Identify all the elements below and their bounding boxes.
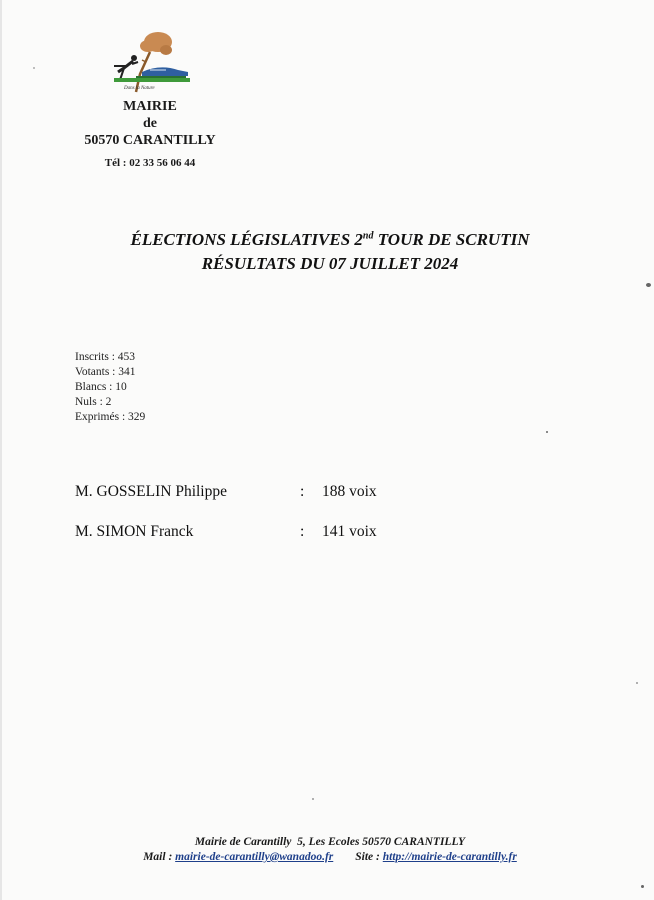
scan-speck bbox=[641, 885, 644, 888]
site-link[interactable]: http://mairie-de-carantilly.fr bbox=[382, 851, 517, 863]
candidate-separator: : bbox=[300, 523, 305, 540]
site-label: Site : bbox=[355, 851, 383, 863]
stat-nuls: Nuls : 2 bbox=[75, 396, 112, 408]
scan-speck bbox=[646, 283, 651, 287]
stat-inscrits: Inscrits : 453 bbox=[75, 351, 136, 363]
document-title-line-2: RÉSULTATS DU 07 JUILLET 2024 bbox=[201, 254, 459, 273]
footer-address bbox=[80, 836, 580, 848]
candidate-name: M. SIMON Franck bbox=[75, 523, 194, 540]
mairie-city: 50570 CARANTILLY bbox=[84, 133, 216, 148]
title-superscript: nd bbox=[362, 230, 374, 242]
scan-speck bbox=[636, 682, 638, 684]
candidate-separator: : bbox=[300, 483, 305, 500]
document-title-line-1 bbox=[60, 230, 600, 250]
election-stats bbox=[75, 350, 145, 425]
stat-blancs: Blancs : 10 bbox=[75, 381, 127, 393]
mairie-title: MAIRIE bbox=[123, 99, 177, 114]
stat-exprimes: Exprimés : 329 bbox=[75, 411, 146, 423]
scan-speck bbox=[312, 798, 314, 800]
title-suffix: TOUR DE SCRUTIN bbox=[373, 230, 530, 249]
title-prefix: ÉLECTIONS LÉGISLATIVES 2 bbox=[130, 230, 363, 249]
footer-address-prefix: Mairie de Carantilly bbox=[194, 836, 292, 848]
candidate-votes: 188 voix bbox=[322, 483, 377, 500]
footer-contact bbox=[80, 851, 580, 863]
mairie-de: de bbox=[143, 116, 157, 131]
scan-speck bbox=[33, 67, 35, 69]
scan-speck bbox=[546, 431, 548, 433]
footer-address-suffix: 5, Les Ecoles 50570 CARANTILLY bbox=[297, 836, 466, 848]
logo-caption: Dans la Nature bbox=[124, 86, 155, 91]
stat-votants: Votants : 341 bbox=[75, 366, 136, 378]
mail-link[interactable]: mairie-de-carantilly@wanadoo.fr bbox=[175, 851, 334, 863]
candidate-votes: 141 voix bbox=[322, 523, 377, 540]
mairie-phone: Tél : 02 33 56 06 44 bbox=[104, 157, 196, 169]
mail-label: Mail : bbox=[143, 851, 176, 863]
candidate-name: M. GOSSELIN Philippe bbox=[75, 483, 227, 500]
